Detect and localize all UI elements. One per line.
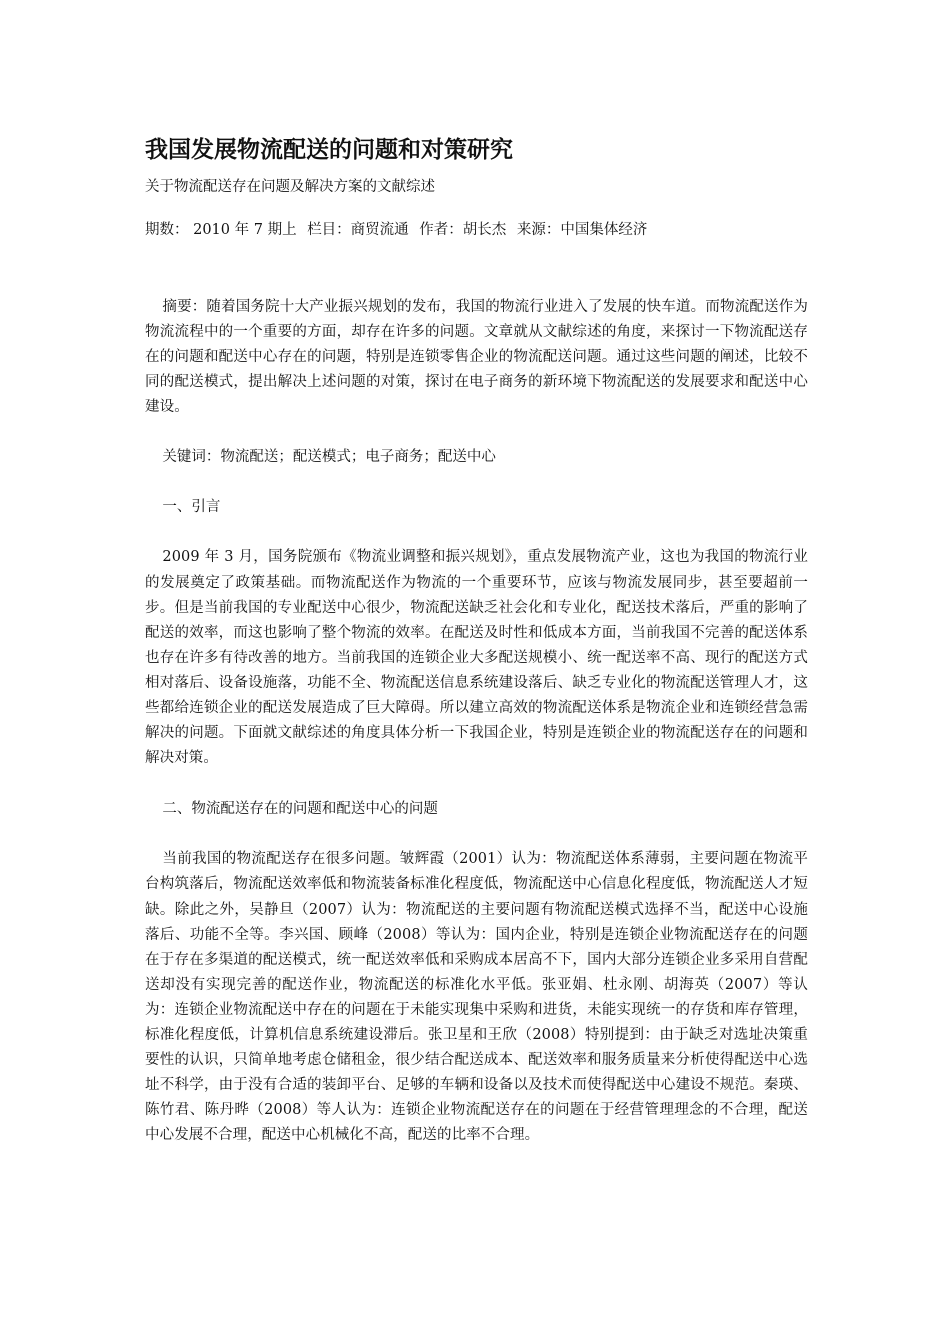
- section-heading-introduction: 一、引言: [162, 499, 221, 516]
- article-title: 我国发展物流配送的问题和对策研究: [145, 137, 513, 163]
- abstract-paragraph: 摘要：随着国务院十大产业振兴规划的发布，我国的物流行业进入了发展的快车道。而物流配送作为物流流程中的一个重要的方面，却存在许多的问题。文章就从文献综述的角度，来探讨一下物流配送存在的问题和配送中心存在的问题，特别是连锁零售企业的物流配送问题。通过这些问题的阐述，比较不同的配送模式，提出解决上述问题的对策，探讨在电子商务的新环境下物流配送的发展要求和配送中心建设。: [145, 299, 808, 416]
- spacer: [145, 470, 808, 495]
- spacer: [145, 822, 808, 847]
- meta-issue: 期数： 2010 年 7 期上: [145, 222, 297, 238]
- article-subtitle: 关于物流配送存在问题及解决方案的文献综述: [145, 179, 435, 195]
- section-heading-problems: 二、物流配送存在的问题和配送中心的问题: [162, 801, 438, 818]
- section-body-problems: 当前我国的物流配送存在很多问题。皱辉霞（2001）认为：物流配送体系薄弱，主要问题在物流平台构筑落后，物流配送效率低和物流装备标准化程度低，物流配送中心信息化程度低，物流配送人才短缺。除此之外，吴静旦（2007）认为：物流配送的主要问题有物流配送模式选择不当，配送中心设施落后、功能不全等。李兴国、顾峰（2008）等认为：国内企业，特别是连锁企业物流配送存在的问题在于存在多渠道的配送模式，统一配送效率低和采购成本居高不下，国内大部分连锁企业多采用自营配送却没有实现完善的配送作业，物流配送的标准化水平低。张亚娟、杜永刚、胡海英（2007）等认为：连锁企业物流配送中存在的问题在于未能实现集中采购和进货，未能实现统一的存货和库存管理，标准化程度低，计算机信息系统建设滞后。张卫星和王欣（2008）特别提到：由于缺乏对选址决策重要性的认识，只简单地考虑仓储租金，很少结合配送成本、配送效率和服务质量来分析使得配送中心选址不科学，由于没有合适的装卸平台、足够的车辆和设备以及技术而使得配送中心建设不规范。秦瑛、陈竹君、陈丹晔（2008）等人认为：连锁企业物流配送存在的问题在于经营管理理念的不合理，配送中心发展不合理，配送中心机械化不高，配送的比率不合理。: [145, 851, 808, 1144]
- meta-source: 来源：中国集体经济: [516, 222, 648, 238]
- meta-author: 作者：胡长杰: [419, 222, 507, 238]
- meta-column: 栏目：商贸流通: [307, 222, 409, 238]
- section-body-introduction: 2009 年 3 月，国务院颁布《物流业调整和振兴规划》，重点发展物流产业，这也为我国的物流行业的发展奠定了政策基础。而物流配送作为物流的一个重要环节，应该与物流发展同步，甚至要超前一步。但是当前我国的专业配送中心很少，物流配送缺乏社会化和专业化，配送技术落后，严重的影响了配送的效率，而这也影响了整个物流的效率。在配送及时性和低成本方面，当前我国不完善的配送体系也存在许多有待改善的地方。当前我国的连锁企业大多配送规模小、统一配送率不高、现行的配送方式相对落后、设备设施落，功能不全、物流配送信息系统建设落后、缺乏专业化的物流配送管理人才，这些都给连锁企业的配送发展造成了巨大障碍。所以建立高效的物流配送体系是物流企业和连锁经营急需解决的问题。下面就文献综述的角度具体分析一下我国企业，特别是连锁企业的物流配送存在的问题和解决对策。: [145, 549, 808, 767]
- spacer: [145, 241, 808, 295]
- keywords-line: 关键词：物流配送；配送模式；电子商务；配送中心: [162, 449, 496, 466]
- document-page: [145, 132, 808, 1148]
- article-meta: [145, 219, 808, 241]
- spacer: [145, 420, 808, 445]
- spacer: [145, 771, 808, 797]
- spacer: [145, 520, 808, 545]
